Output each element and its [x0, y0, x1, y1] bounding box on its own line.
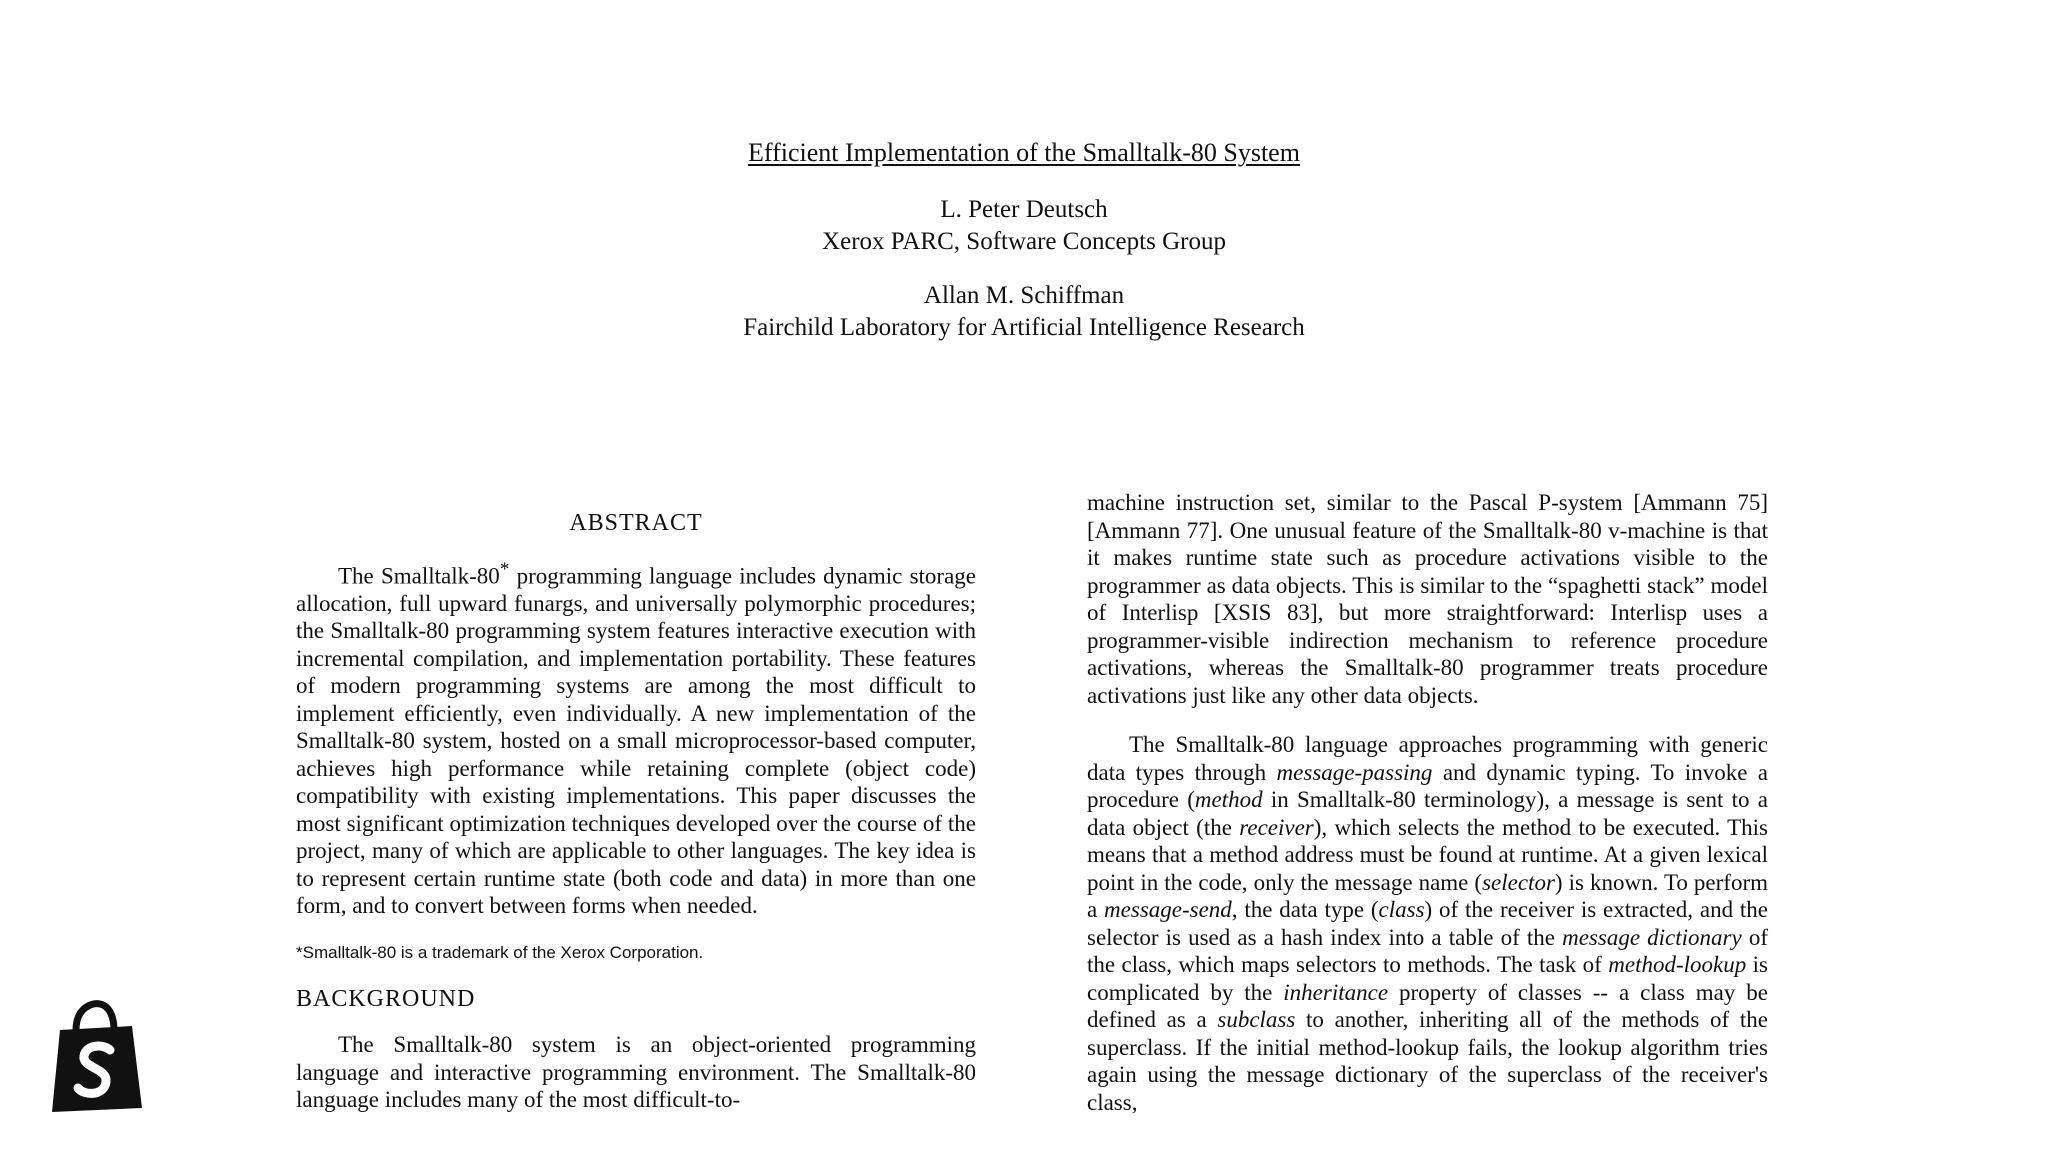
right-column — [1087, 489, 1768, 1116]
text-run: The Smalltalk-80 language approaches programming with generic data types through — [1087, 732, 1768, 785]
abstract-heading: ABSTRACT — [569, 510, 703, 536]
term-subclass: subclass — [1217, 1007, 1296, 1032]
body-paragraph-1: machine instruction set, similar to the Pascal P-system [Ammann 75] [Ammann 77]. One unusual feature of the Smalltalk-80 v-machine is that it makes runtime state such as procedure activations visible to the programmer as data objects. This is similar to the “spaghetti stack” model of Interlisp [XSIS 83], but more straightforward: Interlisp uses a programmer-visible indirection mechanism to reference procedure activations, whereas the Smalltalk-80 programmer treats procedure activations just like any other data objects. — [1087, 490, 1768, 708]
author-name: Allan M. Schiffman — [923, 282, 1125, 309]
text-run: ) is known. To perform a — [1087, 869, 1769, 922]
abstract-text-rest: programming language includes dynamic storage allocation, full upward funargs, and universally polymorphic procedures; the Smalltalk-80 programming system features interactive execution with incremental compilation, and implementation portability. These features of modern programming systems are among the most difficult to implement efficiently, even individually. A new implementation of the Smalltalk-80 system, hosted on a small microprocessor-based computer, achieves high performance while retaining complete (object code) compatibility with existing implementations. This paper discusses the most significant optimization techniques developed over the course of the project, many of which are applicable to other languages. The key idea is to represent certain runtime state (both code and data) in more than one form, and to convert between forms when needed. — [296, 563, 976, 919]
term-receiver: receiver — [1239, 814, 1314, 840]
background-paragraph: The Smalltalk-80 system is an object-oriented programming language and interactive programming environment. The Smalltalk-80 language includes many of the most difficult-to- — [296, 1032, 976, 1113]
term-selector: selector — [1482, 869, 1555, 895]
body-paragraph-2 — [1087, 731, 1768, 1116]
shopify-bag-icon — [46, 1000, 146, 1116]
author-block-2 — [0, 280, 2048, 344]
text-run: property of classes -- a class may be defined as a — [1087, 979, 1768, 1032]
text-run: ) of the receiver is extracted, and the selector is used as a hash index into a table of the — [1087, 897, 1768, 950]
paragraph-gap — [1087, 709, 1768, 731]
author-name: L. Peter Deutsch — [940, 196, 1108, 223]
text-run: in Smalltalk-80 terminology), a message is sent to a data object (the — [1087, 787, 1768, 840]
text-run: and dynamic typing. To invoke a procedure ( — [1087, 759, 1768, 812]
background-heading: BACKGROUND — [296, 985, 476, 1012]
text-run: is complicated by the — [1087, 952, 1768, 1005]
paper-header — [0, 138, 2048, 366]
left-column — [296, 510, 976, 1114]
text-run: ), which selects the method to be executed. This means that a method address must be found at runtime. At a given lexical point in the code, only the message name ( — [1087, 814, 1769, 895]
abstract-text-start: The Smalltalk-80 — [338, 563, 500, 589]
author-affiliation: Fairchild Laboratory for Artificial Intelligence Research — [743, 314, 1305, 341]
term-message-dictionary: message dictionary — [1562, 924, 1742, 950]
text-run: , the data type ( — [1231, 897, 1379, 922]
author-block-1 — [0, 194, 2048, 258]
term-message-passing: message-passing — [1276, 759, 1433, 785]
term-method: method — [1194, 787, 1263, 812]
text-run: of the class, which maps selectors to methods. The task of — [1087, 924, 1768, 977]
trademark-footnote: *Smalltalk-80 is a trademark of the Xerox Corporation. — [296, 942, 704, 962]
term-class: class — [1378, 897, 1425, 922]
abstract-paragraph — [296, 556, 976, 920]
author-affiliation: Xerox PARC, Software Concepts Group — [822, 228, 1226, 255]
paper-title: Efficient Implementation of the Smalltalk-80 System — [748, 138, 1300, 167]
footnote-mark: * — [499, 558, 510, 580]
term-method-lookup: method-lookup — [1608, 952, 1747, 977]
term-message-send: message-send — [1104, 897, 1232, 922]
text-run: to another, inheriting all of the methods of the superclass. If the initial method-lookup fails, the lookup algorithm tries again using the message dictionary of the superclass of the receiver's class, — [1087, 1007, 1768, 1115]
term-inheritance: inheritance — [1283, 979, 1389, 1005]
